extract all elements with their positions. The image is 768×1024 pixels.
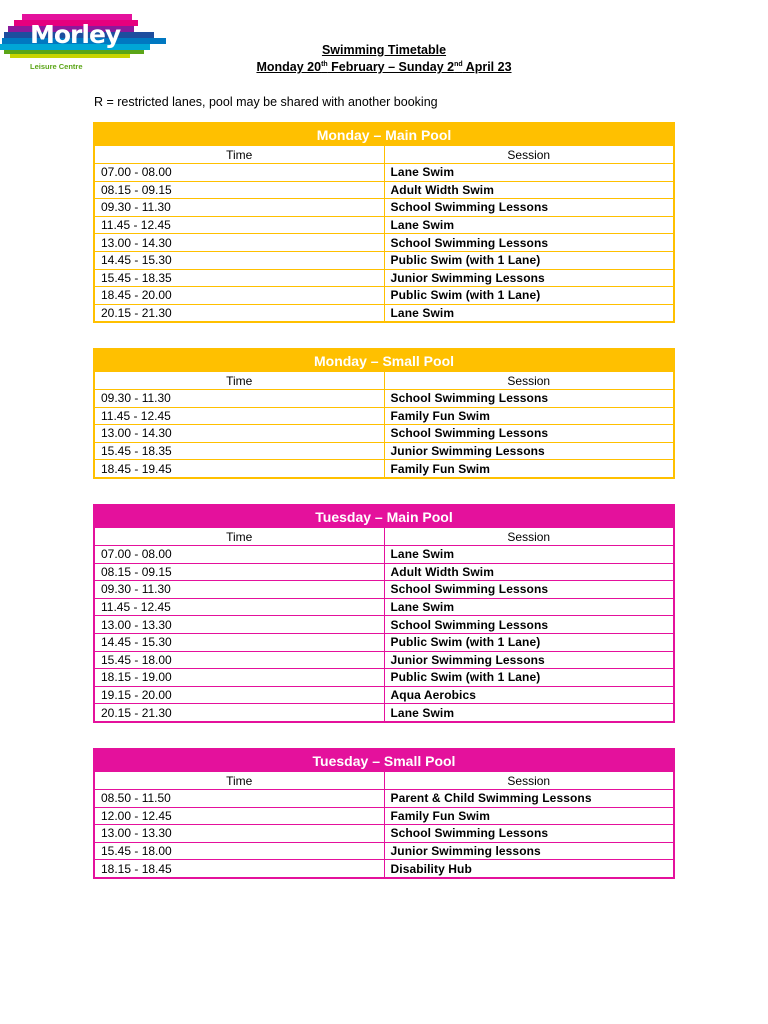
- session-name: Lane Swim: [384, 546, 674, 564]
- table-row: [94, 460, 674, 478]
- restricted-lanes-note: R = restricted lanes, pool may be shared with another booking: [94, 95, 438, 109]
- session-name: School Swimming Lessons: [384, 234, 674, 252]
- table-row: [94, 164, 674, 182]
- session-time: 09.30 - 11.30: [94, 199, 384, 217]
- session-time: 07.00 - 08.00: [94, 164, 384, 182]
- session-time: 08.15 - 09.15: [94, 563, 384, 581]
- session-time: 13.00 - 13.30: [94, 616, 384, 634]
- session-name: Public Swim (with 1 Lane): [384, 251, 674, 269]
- session-name: Lane Swim: [384, 598, 674, 616]
- session-name: Junior Swimming Lessons: [384, 269, 674, 287]
- session-time: 09.30 - 11.30: [94, 390, 384, 408]
- timetable-tuesday-small-pool: [93, 748, 675, 879]
- session-name: School Swimming Lessons: [384, 825, 674, 843]
- session-time: 18.15 - 19.00: [94, 669, 384, 687]
- column-header-session: Session: [384, 772, 674, 790]
- session-name: Lane Swim: [384, 164, 674, 182]
- session-time: 09.30 - 11.30: [94, 581, 384, 599]
- session-time: 15.45 - 18.00: [94, 842, 384, 860]
- session-time: 11.45 - 12.45: [94, 598, 384, 616]
- session-name: Adult Width Swim: [384, 181, 674, 199]
- session-time: 18.15 - 18.45: [94, 860, 384, 878]
- session-name: Lane Swim: [384, 704, 674, 722]
- session-time: 08.15 - 09.15: [94, 181, 384, 199]
- table-row: [94, 807, 674, 825]
- session-name: Adult Width Swim: [384, 563, 674, 581]
- session-name: School Swimming Lessons: [384, 390, 674, 408]
- session-name: Disability Hub: [384, 860, 674, 878]
- table-row: [94, 581, 674, 599]
- table-row: [94, 790, 674, 808]
- table-row: [94, 181, 674, 199]
- table-row: [94, 390, 674, 408]
- column-header-time: Time: [94, 372, 384, 390]
- table-row: [94, 651, 674, 669]
- session-time: 15.45 - 18.35: [94, 442, 384, 460]
- table-row: [94, 669, 674, 687]
- session-name: School Swimming Lessons: [384, 581, 674, 599]
- table-row: [94, 563, 674, 581]
- table-row: [94, 304, 674, 322]
- session-name: School Swimming Lessons: [384, 616, 674, 634]
- session-time: 13.00 - 14.30: [94, 234, 384, 252]
- table-row: [94, 425, 674, 443]
- table-row: [94, 287, 674, 305]
- table-row: [94, 442, 674, 460]
- column-header-session: Session: [384, 146, 674, 164]
- column-header-time: Time: [94, 772, 384, 790]
- session-time: 14.45 - 15.30: [94, 633, 384, 651]
- session-name: Family Fun Swim: [384, 807, 674, 825]
- timetable-monday-main-pool: [93, 122, 675, 323]
- session-name: Junior Swimming Lessons: [384, 651, 674, 669]
- session-name: Junior Swimming Lessons: [384, 442, 674, 460]
- table-row: [94, 598, 674, 616]
- session-name: Public Swim (with 1 Lane): [384, 633, 674, 651]
- column-header-session: Session: [384, 372, 674, 390]
- session-time: 07.00 - 08.00: [94, 546, 384, 564]
- table-row: [94, 686, 674, 704]
- session-time: 15.45 - 18.00: [94, 651, 384, 669]
- table-title: Monday – Small Pool: [94, 349, 674, 372]
- table-row: [94, 407, 674, 425]
- session-name: Parent & Child Swimming Lessons: [384, 790, 674, 808]
- table-row: [94, 860, 674, 878]
- session-time: 19.15 - 20.00: [94, 686, 384, 704]
- table-row: [94, 216, 674, 234]
- session-time: 18.45 - 20.00: [94, 287, 384, 305]
- table-row: [94, 704, 674, 722]
- session-name: Lane Swim: [384, 216, 674, 234]
- session-time: 13.00 - 14.30: [94, 425, 384, 443]
- table-row: [94, 825, 674, 843]
- session-time: 13.00 - 13.30: [94, 825, 384, 843]
- table-title: Tuesday – Small Pool: [94, 749, 674, 772]
- column-header-time: Time: [94, 146, 384, 164]
- table-title: Tuesday – Main Pool: [94, 505, 674, 528]
- session-time: 12.00 - 12.45: [94, 807, 384, 825]
- table-row: [94, 616, 674, 634]
- session-time: 15.45 - 18.35: [94, 269, 384, 287]
- session-name: Family Fun Swim: [384, 407, 674, 425]
- session-time: 20.15 - 21.30: [94, 304, 384, 322]
- table-row: [94, 269, 674, 287]
- session-name: Lane Swim: [384, 304, 674, 322]
- logo-tagline: Leisure Centre: [30, 62, 83, 71]
- morley-logo: [0, 0, 170, 76]
- logo-wordmark: Morley: [30, 20, 121, 49]
- table-title: Monday – Main Pool: [94, 123, 674, 146]
- table-row: [94, 199, 674, 217]
- timetable-monday-small-pool: [93, 348, 675, 479]
- column-header-session: Session: [384, 528, 674, 546]
- timetable-title: Swimming Timetable: [321, 43, 447, 57]
- session-time: 08.50 - 11.50: [94, 790, 384, 808]
- session-name: Junior Swimming lessons: [384, 842, 674, 860]
- session-time: 11.45 - 12.45: [94, 216, 384, 234]
- session-name: Public Swim (with 1 Lane): [384, 287, 674, 305]
- session-time: 14.45 - 15.30: [94, 251, 384, 269]
- table-row: [94, 234, 674, 252]
- session-name: School Swimming Lessons: [384, 199, 674, 217]
- table-row: [94, 842, 674, 860]
- table-row: [94, 546, 674, 564]
- session-name: Aqua Aerobics: [384, 686, 674, 704]
- table-row: [94, 633, 674, 651]
- session-name: School Swimming Lessons: [384, 425, 674, 443]
- column-header-time: Time: [94, 528, 384, 546]
- timetable-tuesday-main-pool: [93, 504, 675, 723]
- session-time: 20.15 - 21.30: [94, 704, 384, 722]
- session-time: 11.45 - 12.45: [94, 407, 384, 425]
- session-time: 18.45 - 19.45: [94, 460, 384, 478]
- table-row: [94, 251, 674, 269]
- timetable-dates: Monday 20th February – Sunday 2nd April 23: [256, 60, 512, 74]
- session-name: Public Swim (with 1 Lane): [384, 669, 674, 687]
- session-name: Family Fun Swim: [384, 460, 674, 478]
